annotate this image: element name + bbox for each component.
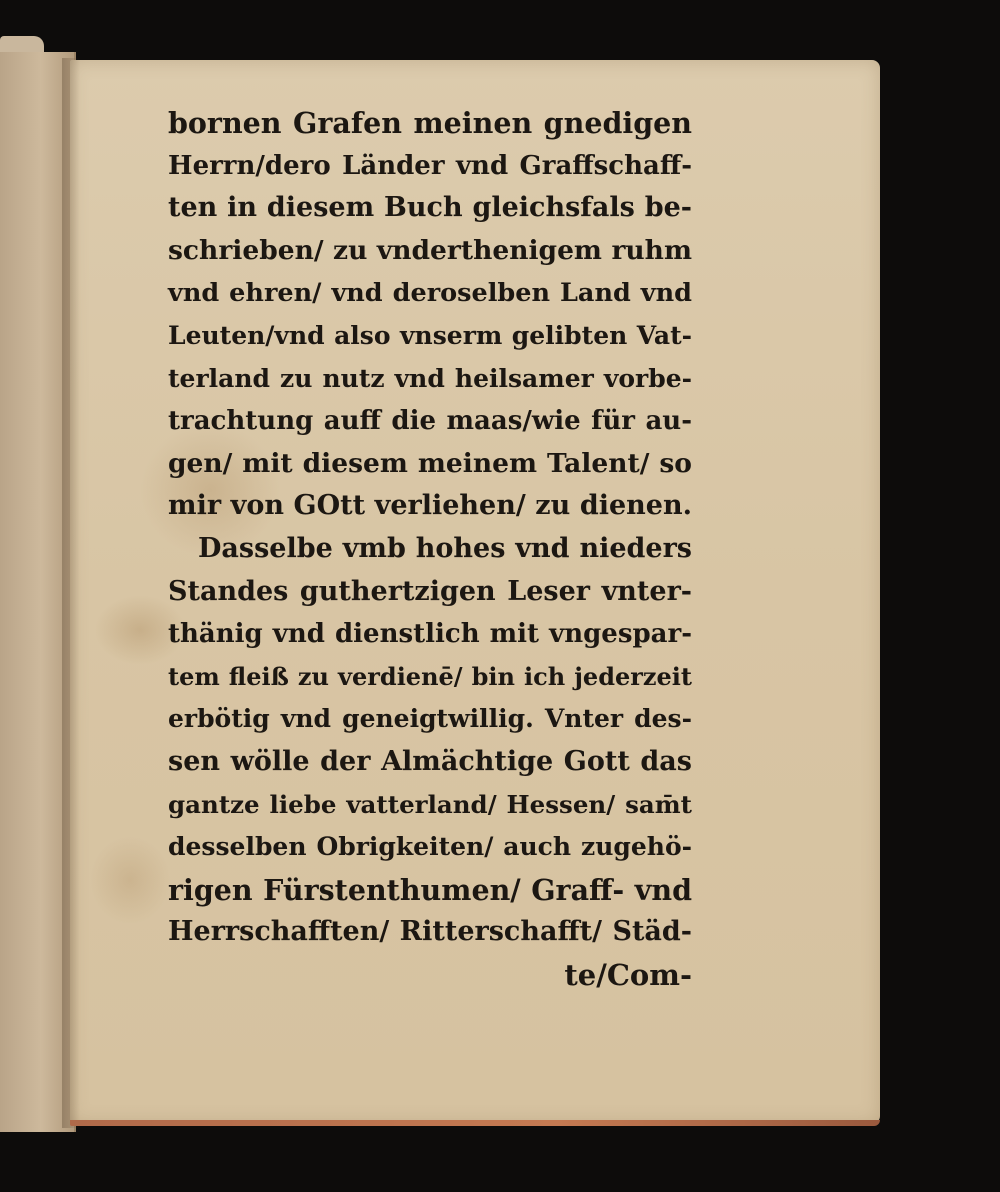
text-line: ten in diesem Buch gleichsfals be- <box>168 192 692 224</box>
text-line: schrieben/ zu vnderthenigem ruhm <box>168 234 692 266</box>
catchword: te/Com- <box>564 957 692 992</box>
text-line: trachtung auff die maas/wie für au- <box>168 406 692 437</box>
page-text <box>168 102 692 996</box>
text-line: terland zu nutz vnd heilsamer vorbe- <box>168 363 692 393</box>
text-line: tem fleiß zu verdienē/ bin ich jederzeit <box>168 661 692 691</box>
text-line: thänig vnd dienstlich mit vngespar- <box>168 619 692 650</box>
text-line: desselben Obrigkeiten/ auch zugehö- <box>168 832 692 862</box>
text-line: Standes guthertzigen Leser vnter- <box>168 575 692 607</box>
paragraph-start-line: Dasselbe vmb hohes vnd nieders <box>198 532 692 564</box>
text-line: gen/ mit diesem meinem Talent/ so <box>168 447 692 479</box>
gutter-shadow <box>62 58 80 1128</box>
text-line: gantze liebe vatterland/ Hessen/ sam̄t <box>168 789 692 819</box>
text-line: erbötig vnd geneigtwillig. Vnter des- <box>168 704 692 734</box>
text-line: Leuten/vnd also vnserm gelibten Vat- <box>168 320 692 350</box>
page-red-edge <box>70 1120 880 1126</box>
text-line: bornen Grafen meinen gnedigen <box>168 106 692 140</box>
text-line: Herrschafften/ Ritterschafft/ Städ- <box>168 916 692 948</box>
text-line: Herrn/dero Länder vnd Graffschaff- <box>168 150 692 181</box>
text-line: mir von GOtt verliehen/ zu dienen. <box>168 490 692 522</box>
text-line: rigen Fürstenthumen/ Graff- vnd <box>168 872 692 907</box>
text-line: vnd ehren/ vnd deroselben Land vnd <box>168 278 692 309</box>
text-line: sen wölle der Almächtige Gott das <box>168 745 692 777</box>
